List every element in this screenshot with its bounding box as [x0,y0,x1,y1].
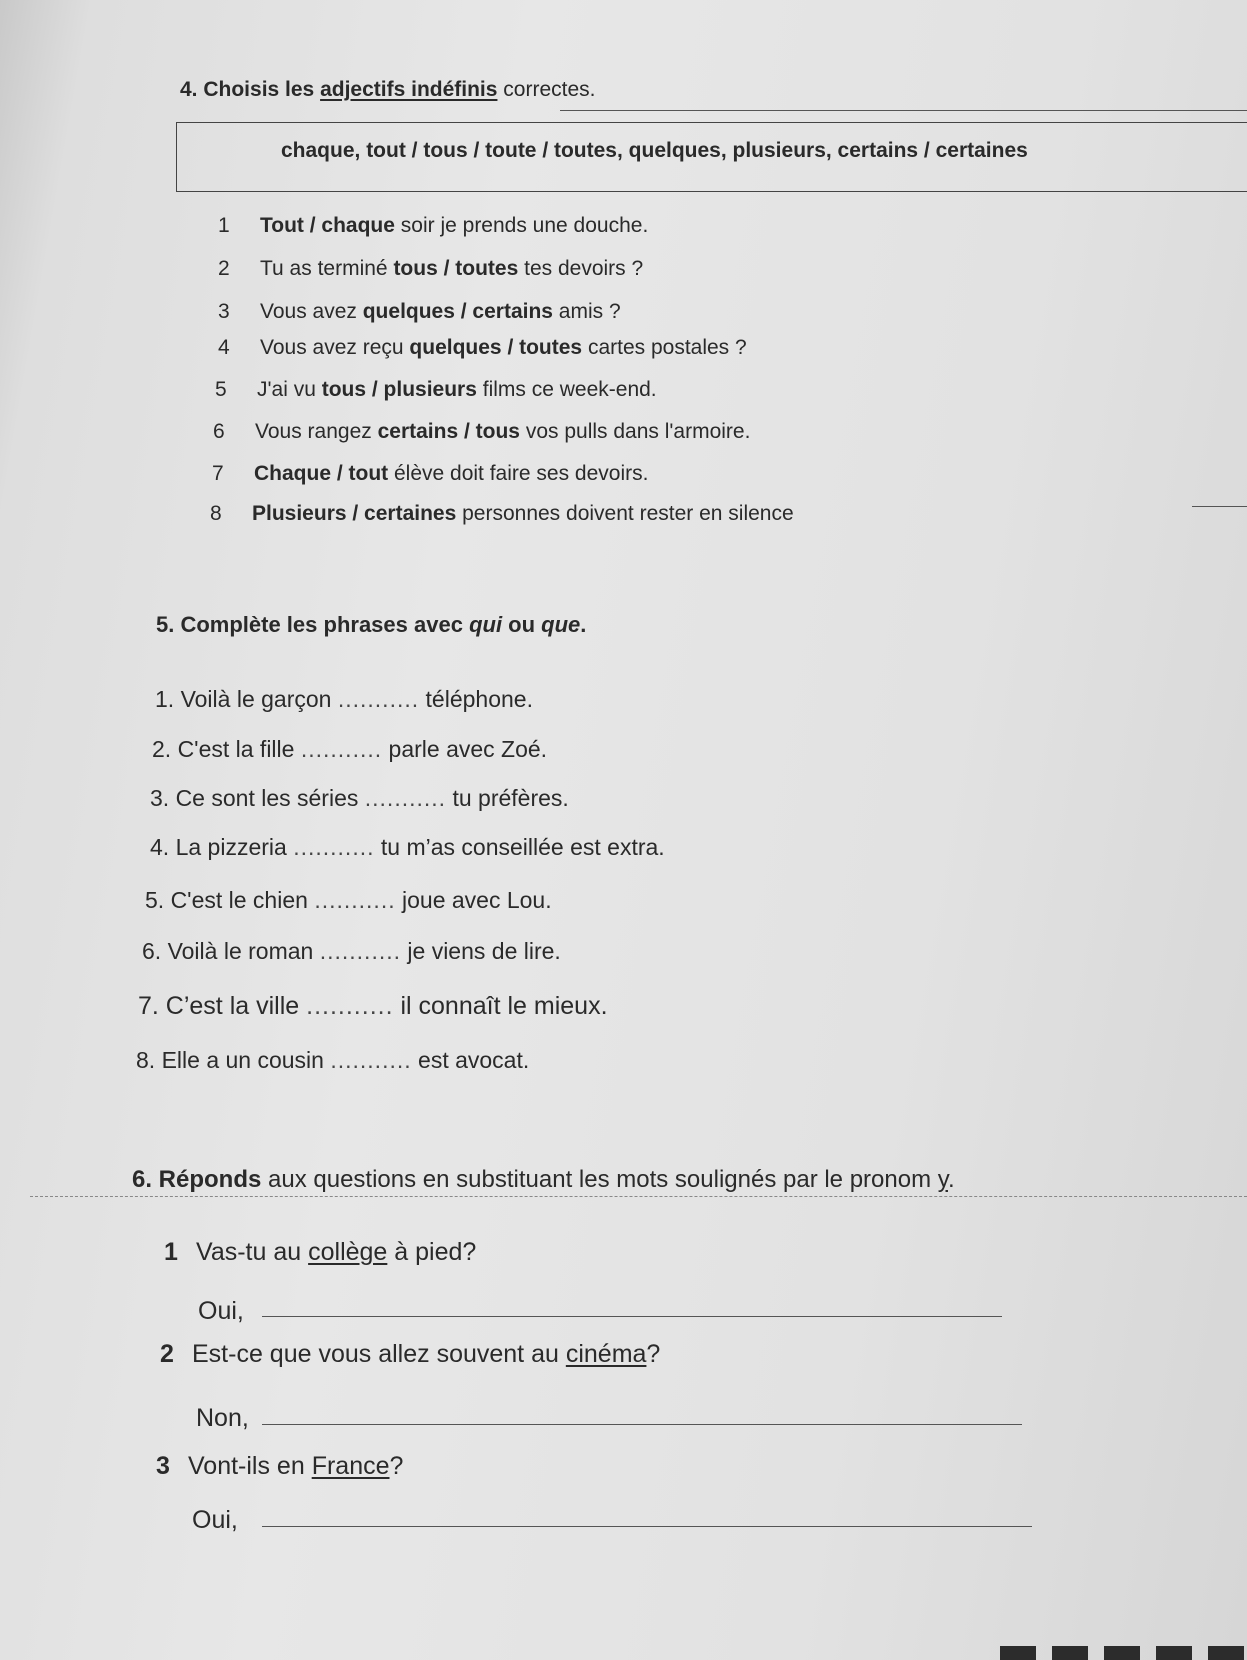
question-underlined-word: collège [308,1238,388,1266]
item-text: il connaît le mieux. [393,992,608,1020]
section6-title-y: y [937,1166,948,1193]
item-number: 6 [213,420,225,443]
fill-blank[interactable]: ........... [314,887,396,913]
section4-item-3 [218,300,621,324]
item-text: 6. Voilà le roman [142,938,320,964]
item-number: 3 [218,300,230,323]
section6-rule [30,1196,1247,1197]
section4-title-text: Choisis les [203,78,321,101]
item-text: amis ? [552,300,621,323]
section5-item-8 [136,1047,529,1074]
item-text: élève doit faire ses devoirs. [388,462,649,485]
section5-title-qui: qui [469,612,503,637]
fill-blank[interactable]: ........... [319,938,402,964]
section4-title [180,78,595,102]
item-text: téléphone. [419,686,533,712]
section4-item-7 [212,462,648,486]
section5-item-3 [150,785,569,812]
item-text: 3. Ce sont les séries [150,785,365,811]
item-text: tu préfères. [446,785,569,811]
question-number: 1 [164,1238,178,1266]
item-choice: certains / tous [377,420,520,443]
item-choice: tous / plusieurs [321,378,477,401]
item-text: Tu as terminé [260,257,394,280]
question-text: Vas-tu au [196,1238,309,1266]
item-text: tes devoirs ? [518,257,644,280]
section5-item-4 [150,834,665,861]
item-text: joue avec Lou. [395,887,552,913]
item-choice: Plusieurs / certaines [252,502,457,525]
item-text: soir je prends une douche. [394,214,649,237]
word-box-text: chaque, tout / tous / toute / toutes, quelques, plusieurs, certains / certaines [281,139,1028,162]
item-number: 2 [218,257,230,280]
item-choice: Chaque / tout [254,462,389,485]
section4-item-6 [213,420,750,444]
fill-blank[interactable]: ........... [330,1047,412,1073]
bottom-edge-marks [1000,1646,1247,1660]
section6-title-text: aux questions en substituant les mots soulignés par le pronom [261,1166,938,1193]
item-number: 4 [218,336,230,359]
section5-title [156,612,586,638]
item-text: parle avec Zoé. [382,736,548,762]
item-text: Vous rangez [255,420,378,443]
item-number: 1 [218,214,230,237]
item-choice: quelques / toutes [409,336,583,359]
item-text: 8. Elle a un cousin [136,1047,331,1073]
fill-blank[interactable]: ........... [364,785,447,811]
item-text: je viens de lire. [401,938,561,964]
item-choice: tous / toutes [393,257,519,280]
item-text: personnes doivent rester en silence [456,502,794,525]
item-number: 5 [215,378,227,401]
fill-blank[interactable]: ........... [293,834,375,860]
section4-item-4 [218,336,747,360]
section4-item-2 [218,257,643,281]
section6-title-period: . [947,1166,955,1193]
section4-title-rule [560,110,1247,111]
fill-blank[interactable]: ........... [306,992,394,1020]
section5-title-text: 5. Complète les phrases avec [156,612,470,637]
section4-title-underlined: adjectifs indéfinis [320,78,498,101]
section5-item-6 [142,938,561,965]
item-choice: Tout / chaque [260,214,395,237]
item-text: tu m’as conseillée est extra. [374,834,665,860]
section4-title-end: correctes. [497,78,596,101]
question-number: 2 [160,1340,174,1368]
fill-blank[interactable]: ........... [337,686,420,712]
question-underlined-word: France [311,1452,390,1480]
item-text: films ce week-end. [476,378,657,401]
item-text: 7. C’est la ville [138,992,307,1020]
answer-line [1192,506,1247,507]
item-number: 8 [210,502,222,525]
section6-question-3 [156,1452,403,1481]
question-text: à pied? [387,1238,477,1266]
item-text: Vous avez reçu [260,336,410,359]
question-text: Vont-ils en [188,1452,312,1480]
answer-1-line[interactable] [262,1316,1002,1317]
answer-3-label: Oui, [192,1506,238,1534]
item-text: Vous avez [260,300,363,323]
section5-item-7 [138,992,608,1021]
section5-item-1 [155,686,533,713]
section5-title-ou: ou [502,612,542,637]
answer-1-label: Oui, [198,1297,244,1325]
section6-title-bold: 6. Réponds [132,1166,262,1193]
section5-title-que: que [541,612,581,637]
item-text: vos pulls dans l'armoire. [519,420,751,443]
section4-number: 4. [180,78,198,101]
answer-2-label: Non, [196,1404,249,1432]
answer-3-line[interactable] [262,1526,1032,1527]
section6-title [132,1166,955,1194]
section6-question-1 [164,1238,476,1267]
question-text: ? [646,1340,661,1368]
question-text: Est-ce que vous allez souvent au [192,1340,566,1368]
item-text: 5. C'est le chien [145,887,315,913]
fill-blank[interactable]: ........... [300,736,383,762]
section5-item-2 [152,736,547,763]
section6-question-2 [160,1340,660,1369]
item-text: cartes postales ? [582,336,747,359]
item-text: 2. C'est la fille [152,736,301,762]
section4-item-5 [215,378,657,402]
word-box [176,122,1247,192]
question-number: 3 [156,1452,170,1480]
question-underlined-word: cinéma [565,1340,647,1368]
item-choice: quelques / certains [362,300,553,323]
item-number: 7 [212,462,224,485]
section4-item-8 [210,502,794,526]
item-text: J'ai vu [257,378,322,401]
item-text: est avocat. [411,1047,530,1073]
section4-item-1 [218,214,648,238]
item-text: 4. La pizzeria [150,834,294,860]
answer-2-line[interactable] [262,1424,1022,1425]
section5-title-period: . [580,612,587,637]
question-text: ? [389,1452,404,1480]
section5-item-5 [145,887,552,914]
item-text: 1. Voilà le garçon [155,686,338,712]
